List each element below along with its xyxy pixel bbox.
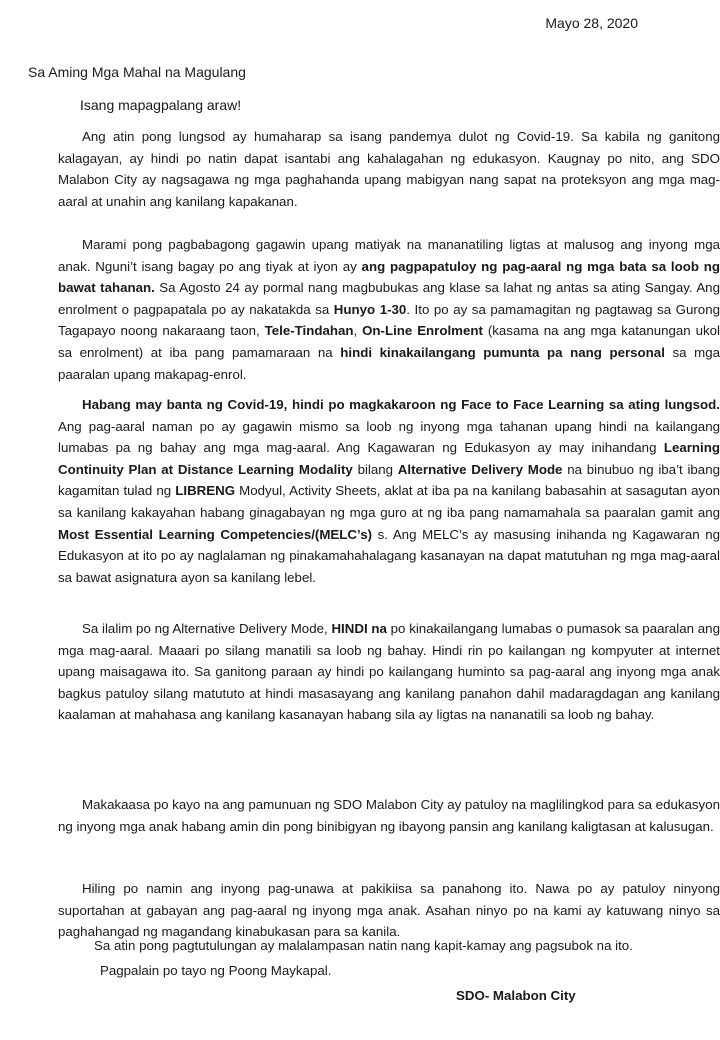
paragraph-6 [58,878,720,943]
text-run: (kasama na ang mga katanungan ukol sa enrolment) at iba pang pamamaraan na [58,323,720,360]
text-run: sa mga paaralan upang makapag-enrol. [58,344,720,382]
text-run: Makakaasa po kayo na ang pamunuan ng SDO Malabon City ay patuloy na maglilingkod para sa edukasyon ng inyong mga anak habang amin din pong binibigyan ng ibayong pansin ang kanilang kaligtasan at kalusugan. [58,797,720,834]
bold-text-run: LIBRENG [175,483,236,499]
text-run: Ang pag-aaral naman po ay gagawin mismo sa loob ng inyong mga tahanan upang hindi na kailangang lumabas pa ng bahay ang mga mag-aaral. Ang Kagawaran ng Edukasyon ay may inihandang [58,418,720,456]
text-run: s. Ang MELC’s ay masusing inihanda ng Kagawaran ng Edukasyon at ito po ay naglalaman ng pinakamahahalagang kasanayan na dapat matutuhan ng mga mag-aaral sa bawat asignatura ayon sa kanilang lebel. [58,526,720,585]
bold-text-run: HINDI na [331,621,387,636]
bold-text-run: hindi kinakailangang pumunta pa nang personal [340,344,665,360]
text-run: Ang atin pong lungsod ay humaharap sa isang pandemya dulot ng Covid-19. Sa kabila ng ganitong kalagayan, ay hindi po natin dapat isantabi ang kahalagahan ng edukasyon. Kaugnay po nito, ang SDO Malabon City ay nagsagawa ng mga paghahanda upang mabigyan nang sapat na proteksyon ang mga mag-aaral at unahin ang kanilang kapakanan. [58,129,720,209]
text-run: bilang [352,461,398,477]
text-run: po kinakailangang lumabas o pumasok sa paaralan ang mga mag-aaral. Maaari po silang manatili sa loob ng bahay. Hindi rin po kailangan ng kompyuter at internet upang maisagawa ito. Sa ganitong paraan ay hindi po kailangang huminto sa pag-aaral ang inyong mga anak bagkus patuloy silang matututo at hindi masasayang ang kanilang panahon dahil madaragdagan ang kanilang kaalaman at mahahasa ang kanilang kasanayan habang sila ay ligtas na nananatili sa loob ng bahay. [58,621,720,723]
text-run: , [353,323,363,339]
signature: SDO- Malabon City [456,988,576,1003]
text-run: Sa Agosto 24 ay pormal nang magbubukas ang klase sa lahat ng antas sa ating Sangay. Ang enrolment o pagpapatala po ay nakatakda sa [58,280,720,317]
text-run: Marami pong pagbabagong gagawin upang matiyak na mananatiling ligtas at malusog ang inyong mga anak. Nguni’t isang bagay po ang tiyak at iyon ay [58,237,720,274]
bold-text-run: Most Essential Learning Competencies/(MELC’s) [58,526,373,542]
bold-text-run: Learning Continuity Plan at Distance Learning Modality [58,440,720,477]
letter-date: Mayo 28, 2020 [545,15,638,31]
paragraph-2 [58,234,720,385]
text-run: Hiling po namin ang inyong pag-unawa at pakikiisa sa panahong ito. Nawa po ay patuloy ninyong suportahan at gabayan ang pag-aaral ng inyong mga anak. Asahan ninyo po na kami ay katuwang ninyo sa paghahangad ng magandang kinabukasan para sa kanila. [58,881,720,940]
text-run: Modyul, Activity Sheets, aklat at iba pa na kanilang babasahin at sasagutan ayon sa kanilang kakayahan habang ginagabayan ng mga guro at ng iba pang namamahala sa paaralan gamit ang [58,483,720,520]
bold-text-run: Tele-Tindahan [264,323,354,339]
bold-text-run: ang pagpapatuloy ng pag-aaral ng mga bata sa loob ng bawat tahanan. [58,258,720,296]
bold-text-run: Alternative Delivery Mode [397,461,563,477]
salutation: Sa Aming Mga Mahal na Magulang [28,64,246,80]
greeting: Isang mapagpalang araw! [80,97,242,113]
paragraph-4 [58,618,720,726]
closing-line-2: Pagpalain po tayo ng Poong Maykapal. [100,963,332,978]
paragraph-1 [58,126,720,212]
text-run: na binubuo ng iba’t ibang kagamitan tulad ng [58,461,720,499]
closing-line-1: Sa atin pong pagtutulungan ay malalampasan natin nang kapit-kamay ang pagsubok na ito. [94,938,633,953]
paragraph-5 [58,794,720,837]
paragraph-3 [58,394,720,588]
bold-text-run: Hunyo 1-30 [333,301,407,317]
bold-text-run: On-Line Enrolment [362,323,483,339]
text-run: . Ito po ay sa pamamagitan ng pagtawag sa Gurong Tagapayo noong nakaraang taon, [58,301,720,339]
text-run: Sa ilalim po ng Alternative Delivery Mode, [82,621,332,636]
bold-text-run: Habang may banta ng Covid-19, hindi po magkakaroon ng Face to Face Learning sa ating lungsod. [82,397,720,412]
